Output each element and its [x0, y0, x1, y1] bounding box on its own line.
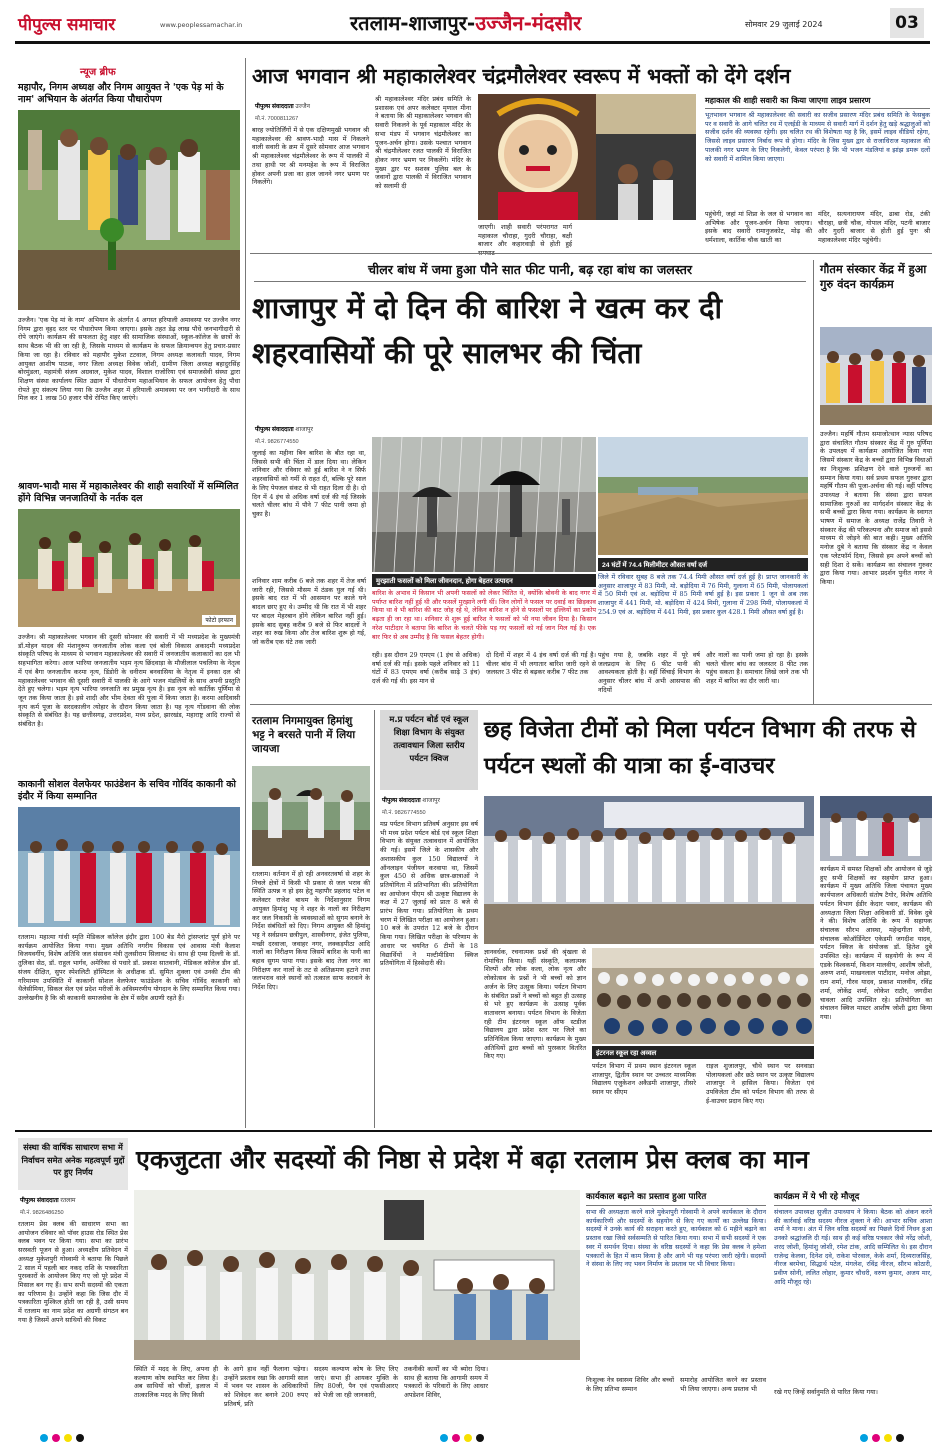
reg-magenta-3: [872, 1434, 880, 1442]
mahakal-byline-city: उज्जैन: [295, 104, 310, 110]
pressclub-col5: तकनीकी कार्यों का भी ब्योरा दिया। साथ ही बताया कि आगामी समय में पत्रकारों के परिवारों के लिए आधार अपडेशन शिविर,: [404, 1365, 488, 1400]
shajapur-mobile: मो.नं. 9826774550: [255, 439, 299, 445]
tourism-stage-photo: [820, 796, 932, 861]
pressclub-col1: रतलाम प्रेस क्लब की साधारण सभा का आयोजन रविवार को पॉवर हाउस रोड स्थित प्रेस क्लब भवन पर किया गया। सभा का प्रारंभ सरस्वती पूजन से हुआ। अध्यक्षीय प्रतिवेदन में अध्यक्ष मुकेशपुरी गोस्वामी ने बताया कि पिछले 2 साल में पहली बार नकद राशि के पत्रकारिता पुरस्कारों के आयोजन किए गए जो पूरे प्रदेश में मिसाल बन गए हैं। सभ सभी सदस्यों की एकता का परिणाम है। उन्होंने कहा कि जिस दौर में पत्रकारिता मुश्किल होती जा रही है, उसी समय में रतलाम का नाम प्रदेश का अग्रणी संगठन बन गया है जिसमें अपने साथियों की विकट: [18, 1220, 128, 1324]
pressclub-col3: के आगे हाथ नहीं फैलाना पड़ेगा। उन्होंने प्रस्ताव रखा कि आगामी साल में भवन पर शासन के अधिकारियों को शिवेदन कर बनाने 200 रुपए प्रतिवर्ष, प्रति: [224, 1365, 308, 1408]
dam-landscape-photo: [598, 437, 808, 555]
kakani-body: रतलाम। महात्मा गांधी स्मृति मेडिकल कॉलेज इंदौर द्वारा 100 बेड मैरो ट्रांसप्लांट पूर्ण होने पर कार्यक्रम आयोजित किया गया। मुख्य अतिथि नगरीय विकास एवं आवास मंत्री कैलाश विजयवर्गीय, विशेष अतिथि जल संसाधन मंत्री तुलसीराम सिलावट थे। साथ ही एम्स दिल्ली के डॉ. तुलिका सेठ, डॉ. राहुल भार्गव, अमेरिका से पधारे डॉ. प्रकाश सातवानी, मेडिकल कॉलेज डीन डॉ. संजय दीक्षित, सुपर स्पेशलिटी हॉस्पिटल के अधीक्षक डॉ. सुमित शुक्ला एवं उनकी टीम की गरिमामय उपस्थिति में काकानी सोशल वेलफेयर फाउंडेशन के सचिव गोविंद काकानी को थैलेसीमिया, सिकल सेल एवं प्रदेश मरीजों के अविस्मरणीय योगदान के लिए सम्मानित किया गया। उल्लेखनीय है कि श्री काकानी समाजसेवा के क्षेत्र में सदैव अग्रणी रहते हैं।: [18, 933, 240, 1002]
tribal-body: उज्जैन। श्री महाकालेश्वर भगवान की दूसरी सोमवार की सवारी में भी मध्यप्रदेश के मुख्यमंत्री डॉ.मोहन यादव की मंशानुरूप जनजातीय लोक कला एवं बोली विकास अकादमी मध्यप्रदेश संस्कृति परिषद के माध्यम से भगवान महाकालेश्वर की सवारी में जनजातीय कलाकारों का दल भी सहभागिता करेगा। आज भारिया जनजातीय भड़म नृत्य छिंदवाड़ा के मौजीलाल पचलिया के नेतृत्व में एवं बैगा जनजातीय करमा नृत्य, डिंडोरी के धनीराम बनवासिया के नेतृत्व में इनका दल श्री महाकालेश्वर भगवान की दूसरी सवारी में पालकी के आगे भजन मंडलियों के साथ अपनी प्रस्तुति देते हुए चलेगा। भड़म नृत्य भारिया जनजाति का प्रमुख नृत्य है। इस नृत्य को कार्तिक पूर्णिमा से जून तक किया जाता है। इसे शादी और भीम देवता की पूजा में किया जाता है। करमा आदिवासी नृत्य कर्म पूजा के सरदकालीन त्योहार के दौरान किया जाता है। यह नृत्य गोंडवाना की लोक संस्कृति से संबंधित है। यह छत्तीसगढ़, उत्तरप्रदेश, मध्य प्रदेश, झारखंड, महाराष्ट्र आदि राज्यों से संबंधित है।: [18, 633, 240, 729]
tourism-byline-org: पीपुल्स संवाददाता: [382, 798, 421, 804]
tourism-byline: [382, 796, 440, 804]
news-brief-body: उज्जैन। 'एक पेड़ मां के नाम' अभियान के अंतर्गत 4 अगस्त हरियाली अमावस्या पर उज्जैन नगर निगम द्वारा वृहद स्तर पर पौधारोपण किया जाएगा। इसके तहत डेढ़ लाख पौधे जनभागीदारी से रोपे जाएंगे। कार्यक्रम की सफलता हेतु शहर की सामाजिक संस्थाओं, स्कूल-कॉलेज के छात्रों के साथ बैठक भी की जा रही है, जिसके माध्यम से कार्यक्रम के सफल क्रियान्वयन हेतु प्रचार-प्रसार किया जा रहा है। रविवार को महापौर मुकेश टटवाल, निगम अध्यक्ष कलावती यादव, निगम आयुक्त आशीष पाठक, नगर जिला अध्यक्ष विवेक जोशी, ग्रामीण जिला अध्यक्ष बहादुरसिंह बोरमुंडला, महामंत्री संजय अग्रवाल, मुकेश यादव, विशाल राजोरिया एवं समाजसेवी संस्था द्वारा शिक्षण संस्था कार्यालय स्थित उद्यान में पौधारोपण महाअभियान के सफल आयोजन हेतु पौधा रोपते हुए संकल्प लिया गया कि उज्जैन शहर में हरियाली अमावस्या पर जन भागीदारी के साथ मिल कर 1 लाख 50 हजार पौधे रोपित किए जाएंगे।: [18, 316, 240, 403]
pressclub-headline: एकजुटता और सदस्यों की निष्ठा से प्रदेश में बढ़ा रतलाम प्रेस क्लब का मान: [136, 1145, 809, 1174]
kakani-headline: काकानी सोशल वेलफेयर फाउंडेशन के सचिव गोविंद काकानी को इंदौर में किया सम्मानित: [18, 779, 236, 802]
pressclub-mid-body: सभा की अध्यक्षता करने वाले मुकेशपुरी गोस्वामी ने अपने कार्यकाल के दौरान कार्यकारिणी और सदस्यों के सहयोग से किए गए कार्यों का उल्लेख किया। सदस्यों ने उनके कार्य की सराहना करते हुए, कार्यकाल को 6 महीने बढ़ाने का प्रस्ताव रखा जिसे सर्वसम्मति से पारित किया गया। सभा में सभी सदस्यों ने एक स्वर में समर्थन दिया। संस्था के वरिष्ठ सदस्यों ने कहा कि प्रेस क्लब ने हमेशा पत्रकारों के हित में काम किया है और आगे भी यह परंपरा जारी रहेगी। सदस्यों ने संस्था के लिए नए भवन निर्माण के प्रस्ताव पर भी विचार किया।: [586, 1208, 766, 1269]
shajapur-col6: और नालों का पानी जमा हो रहा है। इसके चलते चीलर बांध का जलस्तर 8 फीट तक पहुंच सकता है। समाचार लिखे जाने तक भी शहर में बारिश का दौर जारी था।: [706, 651, 808, 686]
rainfall-caption: 24 घंटों में 74.4 मिलीमीटर औसत वर्षा दर्ज: [598, 558, 808, 571]
tourism-audience-photo: [592, 948, 814, 1044]
rain-umbrella-photo: [372, 437, 596, 572]
tribal-dance-photo: [18, 509, 240, 627]
mahakal-col6: मंदिर, सत्यनारायण मंदिर, ढाबा रोड, टंकी चौराहा, छत्री चौक, गोपाल मंदिर, पटनी बाजार और गुदरी बाजार से होती हुई पुनः श्री महाकालेश्वर मंदिर पहुंचेगी।: [818, 210, 930, 245]
reg-yellow-2: [464, 1434, 472, 1442]
masthead-section-red: उज्जैन-मंदसौर: [475, 11, 582, 35]
ratlam-inspection-photo: [252, 766, 370, 866]
pressclub-mid-bottom2: समारोह आयोजित करने का प्रस्ताव भी लिया जाएगा। अन्य प्रस्ताव भी: [680, 1376, 766, 1393]
mahakal-col3: जाएगी। शाही सवारी परंपरागत मार्ग महाकाल चौराहा, गुदरी चौराहा, बक्षी बाजार और कहारवाड़ी से होती हुई: [478, 223, 572, 249]
left-column-rule: [245, 58, 246, 1128]
reg-black-3: [896, 1434, 904, 1442]
reg-cyan-3: [860, 1434, 868, 1442]
mahakal-sidebar-head: महाकाल की शाही सवारी का किया जाएगा लाइव प्रसारण: [705, 96, 930, 109]
shajapur-col1: जुलाई का महीना बिन बारिश के बीत रहा था, जिससे सभी की चिंता में डाल दिया था। लेकिन शनिवार और रविवार को हुई बारिश ने न सिर्फ शहरवासियों को गर्मी से राहत दी, बल्कि पूरे साल के लिए पेयजल संकट से भी राहत दिला दी है। दो दिन में 4 इंच से अधिक वर्षा दर्ज की गई जिसके चलते चीलर बांध में पौने 7 फीट पानी जमा हो चुका है।: [252, 449, 366, 518]
shajapur-byline: [255, 425, 313, 433]
pressclub-mid-head: कार्यकाल बढ़ाने का प्रस्ताव हुआ पारित: [586, 1192, 766, 1206]
mahakal-byline: [255, 102, 310, 110]
pressclub-right-head: कार्यक्रम में ये भी रहे मौजूद: [774, 1192, 932, 1206]
pressclub-mobile: मो.नं. 9826486250: [20, 1210, 64, 1216]
ratlam-rain-headline: रतलाम निगमायुक्त हिमांशु भट्ट ने बरसते पानी में लिया जायजा: [252, 715, 356, 755]
shajapur-col4: दो दिनों में शहर में 4 इंच वर्षा दर्ज की गई है। चीलर बांध में भी लगातार बारिश जारी रहने से जलस्तर 3 फीट से बढ़कर करीब 7 फीट तक: [486, 651, 596, 677]
reg-yellow-3: [884, 1434, 892, 1442]
tourism-byline-city: शाजापुर: [422, 798, 440, 804]
ratlam-rain-rule: [374, 710, 375, 1128]
page-lower-rule: [15, 1130, 932, 1132]
tourism-winners-photo: [484, 796, 814, 944]
reg-yellow: [64, 1434, 72, 1442]
shajapur-col2: शनिवार शाम करीब 6 बजे तक शहर में तेज वर्षा जारी रही, जिससे मौसम में ठंडक घुल गई थी। इसके बाद रात में भी आसमान पर काले घने बादल छाए हुए थे। उम्मीद थी कि रात में भी शहर पर बादल मेहरबान होंगे लेकिन बारिश नहीं हुई। इसके बाद सुबह करीब 9 बजे से फिर बादलों ने शहर का रुख किया और तेज बारिश शुरू हो गई, जो करीब एक घंटे तक जारी: [252, 577, 366, 646]
reg-black-2: [476, 1434, 484, 1442]
news-brief-headline: महापौर, निगम अध्यक्ष और निगम आयुक्त ने 'एक पेड़ मां के नाम' अभियान के अंतर्गत किया पौधारोपण: [18, 82, 224, 105]
mahakal-col1: बारह ज्योतिर्लिंगों में से एक दक्षिणमुखी भगवान श्री महाकालेश्वर की श्रावण-भादौ मास में निकलने वाली सवारी के क्रम में दूसरे सोमवार आज भगवान श्री महाकालेश्वर चंद्रमौलेश्वर के रूप में पालकी में तथा हाथी पर श्री मनमहेश के रूप में विराजित होकर अपनी प्रजा का हाल जानने नगर भ्रमण पर निकलेंगे।: [252, 126, 369, 187]
reg-magenta: [52, 1434, 60, 1442]
tourism-col2: ज्ञानवर्धक, रचनात्मक प्रश्नों की श्रृंखला से रोमांचित किया। यहीं संस्कृति, कलात्मक शिल्पों और लोक कला, लोक नृत्य और लोकोत्सव के प्रश्नों ने भी बच्चों को ज्ञान अर्जन के लिए उत्सुक किया। पर्यटन विभाग के संबंधित प्रश्नों ने बच्चों को बहुत ही उत्साह से भरे हुए कार्यक्रम के उत्साह पूर्वक वातावरण बनाया। पर्यटन विभाग के विजेता रही टीम इंटरनल स्कूल ऑफ स्टडीज विद्यालय द्वारा प्रदेश स्तर पर जिले का प्रतिनिधित्व किया जाएगा। कार्यक्रम के मुख्य अतिथियों द्वारा बच्चों को पुरस्कार वितरित किए गए।: [484, 948, 586, 1061]
tourism-photo-body1: पर्यटन विभाग में प्रथम स्थान इंटरनल स्कूल शाजापुर, द्वितीय स्थान पर उच्चतर माध्यमिक विद्यालय एजुकेशन अकैडमी शाजापुर, तीसरे स्थान पर सीएम: [592, 1062, 696, 1097]
mahakal-headline: आज भगवान श्री महाकालेश्वर चंद्रमौलेश्वर स्वरूप में भक्तों को देंगे दर्शन: [252, 64, 791, 88]
shajapur-byline-city: शाजापुर: [295, 427, 313, 433]
pressclub-col4: सदस्य कल्याण कोष के लिए लिए जाएं। सभा ही आयकर मुक्ति के लिए 80जी, पैन एवं एफसीआरए को भेजी जा रही जानकारी,: [314, 1365, 398, 1400]
ratlam-rain-body: रतलाम। वर्तमान में हो रही अनवरतवर्षा से शहर के निचले क्षेत्रों में किसी भी प्रकार से जल भराव की स्थिति उत्पन्न न हो इस हेतु महापौर प्रहलाद पटेल व कलेक्टर राजेश बाथम के निर्देशानुसार निगम आयुक्त हिमांशु भट्ट ने शहर के नालों का निरीक्षण कर जल निकासी के व्यवस्थाओं को सुगम बनाने के निर्देश संबंधितों को दिए। निगम आयुक्त श्री हिमांशु भट्ट ने सर्वप्रथम छत्रीपुल, शास्त्रीनगर, इंजेत पुलिया, मच्छी दरवाजा, जवाहर नगर, लक्कड़पीठा आदि नालों का निरीक्षण किया जिसमें बारिश के पानी का बहाव सुगम पाया गया। इसके बाद तेजा नगर का निरीक्षण कर नालों के तट से अतिक्रमण हटाने तथा जलभराव वाले स्थानों को तत्काल साफ करवाने के निर्देश दिए।: [252, 870, 370, 992]
tourism-side-kicker: म.प्र पर्यटन बोर्ड एवं स्कूल शिक्षा विभाग के संयुक्त तत्वावधान जिला स्तरीय पर्यटन क्विज: [380, 710, 478, 790]
shajapur-byline-org: पीपुल्स संवाददाता: [255, 427, 294, 433]
reg-cyan-2: [440, 1434, 448, 1442]
masthead-section: [350, 9, 581, 36]
pressclub-meeting-photo: [134, 1190, 580, 1360]
mahakal-mobile: मो.नं. 7000811267: [255, 116, 299, 122]
masthead-section-black: रतलाम-शाजापुर-: [350, 11, 476, 35]
tourism-mobile: मो.नं. 9826774550: [382, 810, 426, 816]
mahakal-byline-org: पीपुल्स संवाददाता: [255, 104, 294, 110]
shajapur-col3: रही। इस दौरान 29 एमएम (1 इंच से अधिक) वर्षा दर्ज की गई। इसके पहले शनिवार को 11 घंटों में 83 एमएम वर्षा (करीब साढ़े 3 इंच) दर्ज की गई थी। इस मान से: [372, 651, 480, 686]
masthead: [0, 0, 945, 52]
color-registration-strip: [0, 1432, 945, 1444]
shajapur-col5: पहुंच गया है, जबकि शहर में पूरे वर्ष जलप्रदाय के लिए 6 फीट पानी की आवश्यकता होती है। वहीं सिंचाई विभाग के अनुसार चीलर बांध में अभी आसपास की नदियों: [598, 651, 700, 694]
pressclub-byline-city: रतलाम: [60, 1198, 76, 1204]
pressclub-right-bottom: रखे गए जिन्हें सर्वानुमति से पारित किया गया।: [774, 1388, 878, 1396]
pressclub-byline: [20, 1196, 75, 1204]
mahakal-col5: पहुंचेगी, जहां मां शिप्रा के जल से भगवान का अभिषेक और पूजन-अर्चन किया जाएगा। इसके बाद सवारी रामानुजकोट, मोढ़ की धर्मशाला, कार्तिक चौक खाती का: [705, 210, 812, 245]
pressclub-right-body: संचालन उपाध्यक्ष सुजीत उपाध्याय ने किया। बैठक को अंकन करने की कार्रवाई वरिष्ठ सदस्य नीरज शुक्ला ने की। आभार सचिव आशा शर्मा ने माना। अंत में जिन वरिष्ठ सदस्यों का पिछले दिनों निधन हुआ उनको श्रद्धांजलि दी गई। साथ ही कई वरिष्ठ पत्रकार जैसे नरेंद्र जोशी, शरद जोशी, हिमांशु जोशी, रमेश टांक, आदि सम्मिलित थे। इस दौरान राजेन्द्र केलवा, दिनेश दवे, राकेश पोरवाल, केके शर्मा, दिव्यराजसिंह, नीरज बरमेचा, सिद्धार्थ पटेल, मंगलेश, रविंद्र नीरज, सौरभ कोठारी, प्रवीण सोनी, ललित लोहार, कुमार चौधरी, वरुण कुमार, अजय मार, आदि मौजूद रहे।: [774, 1208, 932, 1286]
pressclub-col2: स्थिति में मदद के लिए, अपना ही कल्याण कोष स्थापित कर लिया है। अब साथियों को चीजों, इलाज में तात्कालिक मदद के लिए किसी: [134, 1365, 218, 1400]
pressclub-mid-bottom: निःशुल्क नेत्र स्वास्थ्य शिविर और बच्चों के लिए प्रतिभा सम्मान: [586, 1376, 674, 1393]
mahakal-idol-photo: [478, 94, 696, 220]
masthead-website: www.peoplessamachar.in: [160, 21, 243, 29]
reg-magenta-2: [452, 1434, 460, 1442]
shajapur-bottom-rule: [250, 704, 932, 705]
tourism-photo-caption: इंटरनल स्कूल रहा अव्वल: [592, 1046, 814, 1059]
rain-photo-caption: मुरझाती फसलों को मिला जीवनदान, होगा बेहतर उत्पादन: [372, 574, 596, 587]
news-brief-label: न्यूज ब्रीफ: [80, 67, 116, 78]
gautam-column-rule: [813, 260, 814, 705]
kakani-award-photo: [18, 807, 240, 927]
gautam-headline: गौतम संस्कार केंद्र में हुआ गुरु वंदन कार्यक्रम: [820, 262, 927, 291]
mahakal-bottom-rule: [250, 253, 932, 254]
masthead-brand: पीपुल्स समाचार: [18, 15, 116, 35]
tourism-photo-body2: राइज शुजालपुर, चौथे स्थान पर सनवाडा पोलायकलां और छठे स्थान पर उत्कृष्ट विद्यालय शाजापुर ने हासिल किया। विजेता एवं उपविजेता टीम को पर्यटन विभाग की तरफ से ई-वाउचर प्रदान किए गए।: [706, 1062, 814, 1105]
tribal-headline: श्रावण-भादौ मास में महाकालेश्वर की शाही सवारियों में सम्मिलित होंगे विभिन्न जनजातियों के नर्तक दल: [18, 481, 239, 504]
masthead-date: सोमवार 29 जुलाई 2024: [745, 20, 823, 29]
mahakal-col2: श्री महाकालेश्वर मंदिर प्रबंध समिति के प्रशासक एवं अपर कलेक्टर मृणाल मीना ने बताया कि श्री महाकालेश्वर भगवान की सवारी निकलने के पूर्व महाकाल मंदिर के सभा मंडप में भगवान चंद्रमौलेश्वर का पूजन-अर्चन होगा। उसके पश्चात भगवान श्री चंद्रमौलेश्वर रजत पालकी में विराजित होकर नगर भ्रमण पर निकलेंगे। मंदिर के मुख्य द्वार पर सशस्त्र पुलिस बल के जवानों द्वारा पालकी में विराजित भगवान को सलामी दी: [375, 95, 471, 191]
tribal-photo-credit: फोटो इरफान: [202, 615, 236, 625]
gautam-event-photo: [820, 327, 932, 425]
tourism-headline: छह विजेता टीमों को मिला पर्यटन विभाग की तरफ से पर्यटन स्थलों की यात्रा का ई-वाउचर: [484, 717, 916, 779]
pressclub-side-kicker: संस्था की वार्षिक साधारण सभा में निर्वाचन समेत अनेक महत्वपूर्ण मुद्दों पर हुए निर्णय: [18, 1138, 128, 1190]
shajapur-headline: शाजापुर में दो दिन की बारिश ने खत्म कर दी शहरवासियों की पूरे सालभर की चिंता: [252, 291, 723, 370]
rain-photo-body: बारिश के अभाव में किसान भी अपनी फसलों को लेकर चिंतित थे, क्योंकि बोवनी के बाद नगर में पर्याप्त बारिश नहीं हुई थी और फसलें मुरझाने लगी थीं। जिन लोगों ने फसल पर दवाई का छिड़काव किया था वे भी बारिश की बाट जोह रहे थे, लेकिन बारिश न होने से फसलों पर इल्लियों का प्रकोप बढ़ता ही जा रहा था। शनिवार से शुरू हुई बारिश ने फसलों को भी नया जीवन दिया है। किसान नरेश पाटीदार ने बताया कि बारिश के चलते फीके पड़ गए फसलों को नई जान मिल गई है। एक बार फिर से अब उम्मीद है कि फसल बेहतर होगी।: [372, 589, 596, 641]
rainfall-body: जिले में रविवार सुबह 8 बजे तक 74.4 मिमी औसत वर्षा दर्ज हुई है। प्राप्त जानकारी के अनुसार शाजापुर में 83 मिमी, मो. बड़ोदिया में 76 मिमी, गुलाना में 65 मिमी, पोलायकलां में 50 मिमी एवं अ. बड़ोदिया में 85 मिमी वर्षा हुई है। इस प्रकार 1 जून से अब तक शाजापुर में 441 मिमी, मो. बड़ोदिया में 424 मिमी, गुलाना में 298 मिमी, पोलायकलां में 254.9 एवं अ. बड़ोदिया में 441 मिमी, इस प्रकार कुल 428.1 मिमी औसत वर्षा हुई है।: [598, 573, 808, 616]
tourism-col1: मप्र पर्यटन विभाग प्रतिवर्ष अनुसार इस वर्ष भी मध्य प्रदेश पर्यटन बोर्ड एवं स्कूल शिक्षा विभाग के संयुक्त तत्वावधान में आयोजित की गई। इसमें जिले के शासकीय और अशासकीय कुल 150 विद्यालयों ने ऑनलाइन पंजीयन करवाया था, जिसमें कुल 450 से अधिक छात्र-छात्राओं ने प्रतियोगिता में प्रतिभागिता की। प्रतियोगिता का आयोजन पीएम श्री उत्कृष्ट विद्यालय के कक्ष में 27 जुलाई को प्रातः 8 बजे से प्रारंभ किया गया। प्रतियोगिता के प्रथम चरण में लिखित परीक्षा का आयोजन हुआ। 10 बजे के उपरांत 12 बजे के दौरान किया गया। लिखित परीक्षा के परिणाम के आधार पर चयनित 6 टीमों के 18 विद्यार्थियों ने मल्टीमीडिया क्विज प्रतियोगिता में हिस्सेदारी की।: [380, 820, 478, 968]
page-number: 03: [890, 8, 924, 38]
reg-cyan: [40, 1434, 48, 1442]
masthead-rule: [15, 41, 930, 44]
shajapur-kicker: चीलर बांध में जमा हुआ पौने सात फीट पानी, बढ़ रहा बांध का जलस्तर: [254, 262, 806, 282]
tourism-col4: कार्यक्रम में समस्त शिक्षकों और आयोजन से जुड़े हुए सभी शिक्षकों का सहयोग प्राप्त हुआ। कार्यक्रम में मुख्य अतिथि जिला पंचायत मुख्य कार्यपालन अधिकारी संतोष टैगोर, विशेष अतिथि पर्यटन विभाग ईडीर केदार पवार, कार्यक्रम की अध्यक्षता जिला शिक्षा अधिकारी डॉ. विवेक दुबे ने की। विशेष अतिथि के रूप में सहायक संचालक सौरभ आस्था, महेन्द्रगीता सोनी, संचालक कोऑर्डिनेटर एकेडमी जगदीश यादव, पर्यटन क्विज के संयोजक डॉ. हितेश दुबे उपस्थित रहे। कार्यक्रम में सहयोगी के रूप में एडके विश्वकर्मा, किशन मालवीय, आशीष जोशी, अरुण शर्मा, माखनलाल पाटीदार, मनोज ओझा, राम शर्मा, गौरव यादव, प्रकाश मालवीय, रविंद्र शर्मा, लोकेंद्र शर्मा, लोकेश राठौर, जगदीश चावला आदि उपस्थित रहे। प्रतियोगिता का संचालन क्विज मास्टर आशीष जोशी द्वारा किया गया।: [820, 865, 932, 1021]
pressclub-byline-org: पीपुल्स संवाददाता: [20, 1198, 59, 1204]
plantation-photo: [18, 110, 240, 310]
gautam-body: उज्जैन। महर्षि गौतम समाजोत्थान न्यास परिषद द्वारा संचालित गौतम संस्कार केंद्र में गुरु पूर्णिमा के उपलक्ष्य में कार्यक्रम आयोजित किया गया जिसमें संस्कार केंद्र के बच्चों द्वारा विभिन्न विधाओं का निःशुल्क प्रशिक्षण देने वाले गुरुजनों का सम्मान किया गया। सर्व प्रथम सफल गुरुवर द्वारा महर्षि गौतम की पूजा-अर्चना की गई। वहीं परिषद उपाध्यक्ष ने बताया कि संस्था द्वारा सफल सामाजिक गुरुओं का मार्गदर्शन संस्कार केंद्र के सभी बच्चों द्वारा किया गया। कार्यक्रम के स्वागत भाषण में समाज के अध्यक्ष राजेंद्र तिवारी ने संस्कार केंद्र की परिकल्पना और समाज को इससे माध्यम से जोड़ने की बात कही। मुख्य अतिथि मनोज दुबे ने बताया कि संस्कार केंद्र न केवल एक प्लेटफॉर्म दिया, जिससे हम अपने बच्चों को सही दिशा दे सकें। कार्यक्रम का संचालन गुरुवर द्वारा किया गया। आभार प्रदर्शन पुनीत नागर ने किया।: [820, 430, 932, 586]
reg-black: [76, 1434, 84, 1442]
mahakal-sidebar-body: भूतभावन भगवान श्री महाकालेश्वर की सवारी का सजीव प्रसारण मंदिर प्रबंध समिति के फेसबुक पर व सवारी के आगे चलित रथ में एलईडी के माध्यम से सवारी मार्ग में दर्शन हेतु खड़े श्रद्धालुओं को सजीव दर्शन की व्यवस्था रहेगी। इस चलित रथ की विशेषता यह है कि, इसमें लाइव वीडियो रहेगा, जिससे लाइव प्रसारण निर्बाध रूप से होगा। मंदिर के जिस मुख्य द्वार से राजाधिराज महाकाल की पालकी नगर भ्रमण के लिए निकलेगी, केवल परंपरा है कि भी भजन मंडलियां व झांझ डमरू दलों को सवारी में शामिल किया जाएगा।: [705, 111, 930, 163]
